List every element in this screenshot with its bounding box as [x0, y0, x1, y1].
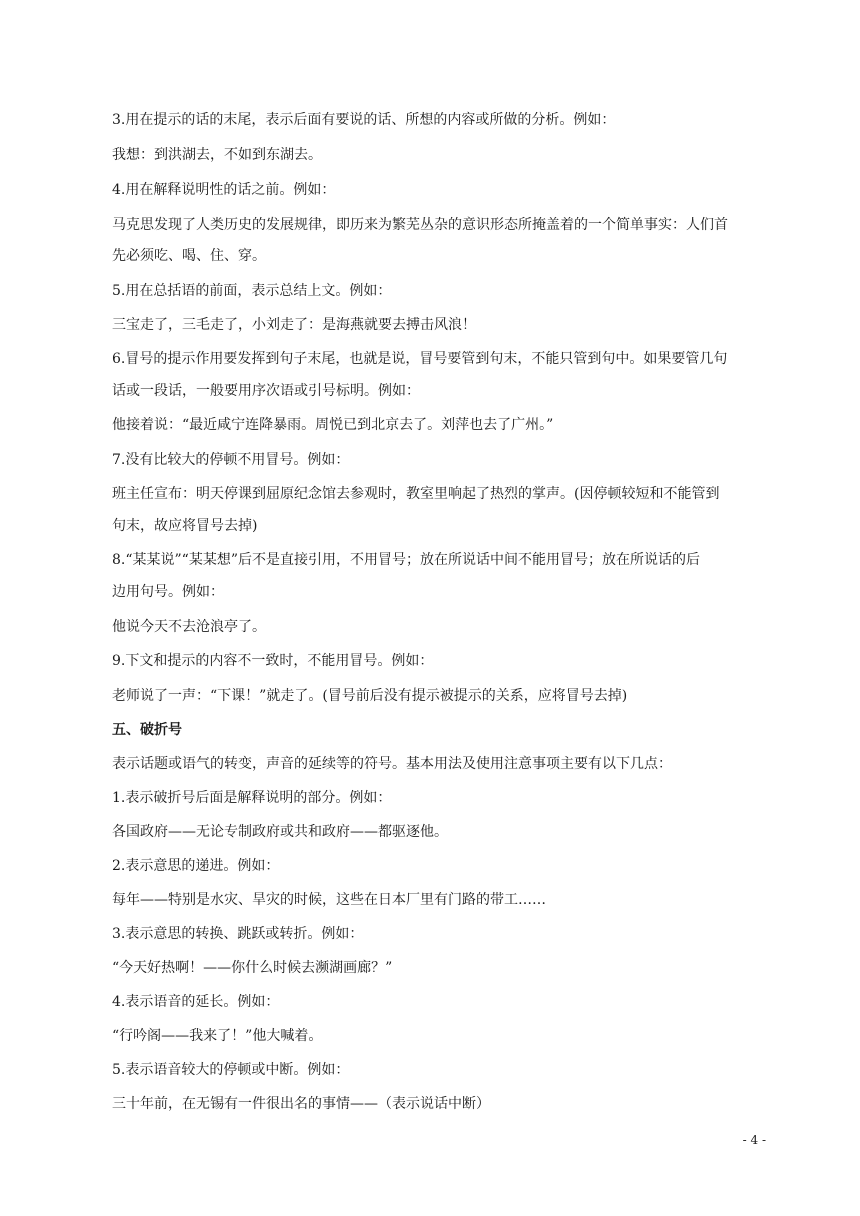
text-line: 话或一段话，一般要用序次语或引号标明。例如： [112, 383, 420, 399]
text-line: 3.用在提示的话的末尾，表示后面有要说的话、所想的内容或所做的分析。例如： [112, 112, 616, 128]
text-line: 他说今天不去沧浪亭了。 [112, 619, 266, 635]
text-line: 老师说了一声：“下课！”就走了。(冒号前后没有提示被提示的关系，应将冒号去掉) [112, 688, 628, 704]
page-number: - 4 - [742, 1133, 766, 1147]
text-line: 2.表示意思的递进。例如： [112, 858, 280, 874]
text-line: 三宝走了，三毛走了，小刘走了：是海燕就要去搏击风浪！ [112, 317, 476, 333]
text-line: 9.下文和提示的内容不一致时，不能用冒号。例如： [112, 653, 434, 669]
text-line: 4.用在解释说明性的话之前。例如： [112, 182, 336, 198]
text-line: 6.冒号的提示作用要发挥到句子末尾，也就是说，冒号要管到句末，不能只管到句中。如果要管几句 [112, 351, 728, 367]
text-line: 边用句号。例如： [112, 584, 224, 600]
text-line: 班主任宣布：明天停课到屈原纪念馆去参观时，教室里响起了热烈的掌声。(因停顿较短和不能管到 [112, 486, 720, 502]
text-line: 4.表示语音的延长。例如： [112, 994, 280, 1010]
text-line: “行吟阁——我来了！”他大喊着。 [112, 1028, 323, 1044]
text-line: “今天好热啊！——你什么时候去濒湖画廊？” [112, 960, 393, 976]
text-line: 每年——特别是水灾、旱灾的时候，这些在日本厂里有门路的带工…… [112, 892, 546, 908]
text-line: 先必须吃、喝、住、穿。 [112, 248, 266, 264]
text-line: 5.表示语音较大的停顿或中断。例如： [112, 1062, 350, 1078]
text-line: 马克思发现了人类历史的发展规律，即历来为繁芜丛杂的意识形态所掩盖着的一个简单事实：人们首 [112, 217, 728, 233]
text-line: 5.用在总括语的前面，表示总结上文。例如： [112, 283, 392, 299]
text-line: 7.没有比较大的停顿不用冒号。例如： [112, 452, 350, 468]
text-line: 1.表示破折号后面是解释说明的部分。例如： [112, 790, 392, 806]
text-line: 三十年前，在无锡有一件很出名的事情——（表示说话中断） [112, 1096, 490, 1112]
section-heading: 五、破折号 [112, 722, 182, 738]
text-line: 8.“某某说”“某某想”后不是直接引用，不用冒号；放在所说话中间不能用冒号；放在所说话的后 [112, 552, 700, 568]
text-line: 句末，故应将冒号去掉) [112, 518, 258, 534]
text-line: 表示话题或语气的转变，声音的延续等的符号。基本用法及使用注意事项主要有以下几点： [112, 756, 672, 772]
text-line: 他接着说：“最近咸宁连降暴雨。周悦已到北京去了。刘萍也去了广州。” [112, 417, 554, 433]
text-line: 3.表示意思的转换、跳跃或转折。例如： [112, 926, 364, 942]
text-line: 各国政府——无论专制政府或共和政府——都驱逐他。 [112, 824, 448, 840]
text-line: 我想：到洪湖去，不如到东湖去。 [112, 147, 322, 163]
